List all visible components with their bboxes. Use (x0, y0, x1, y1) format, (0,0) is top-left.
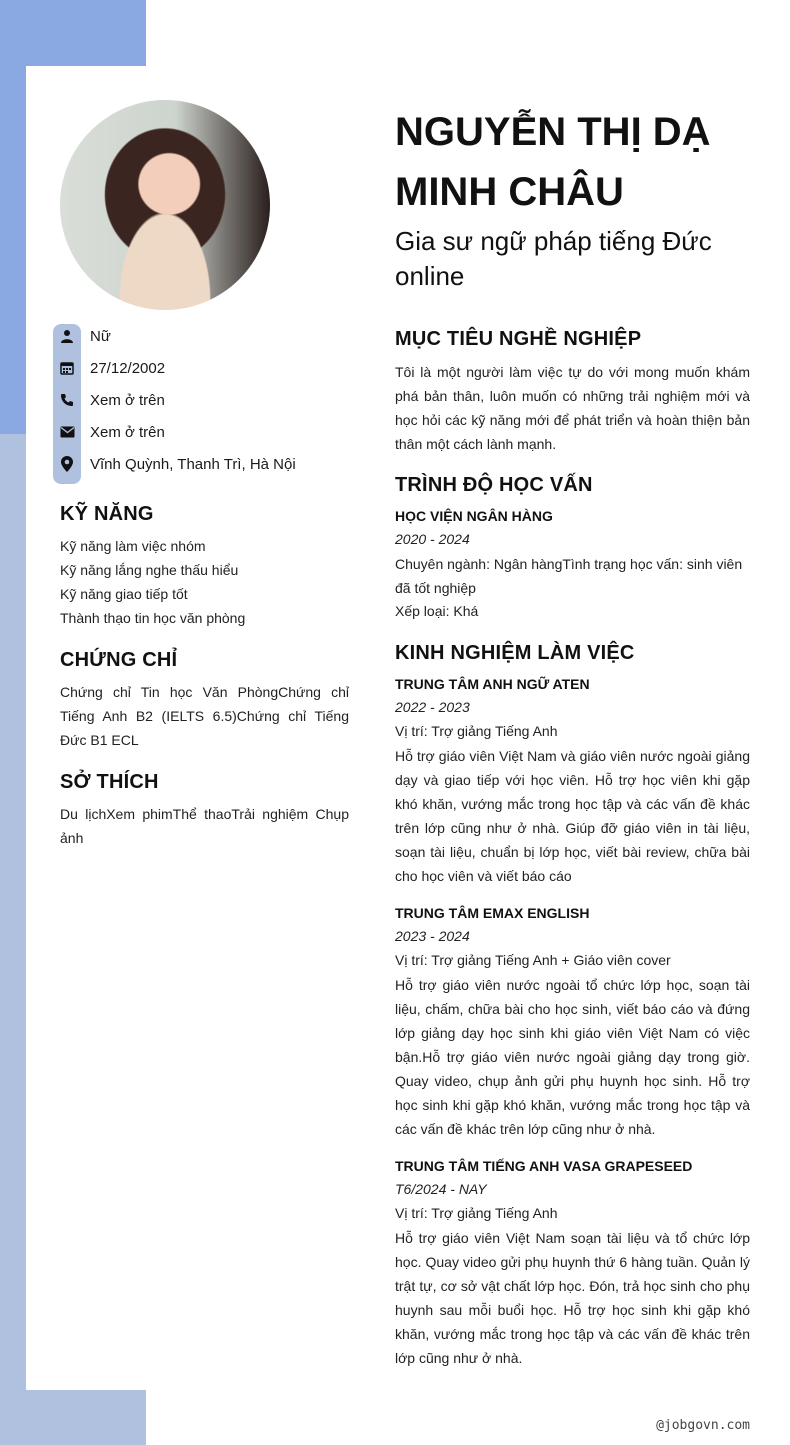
job-description: Hỗ trợ giáo viên Việt Nam soạn tài liệu và tổ chức lớp học. Quay video gửi phụ huynh thứ 6 hàng tuần. Quản lý trật tự, cơ sở vật chất lớp học. Đón, trả học sinh cho phụ huynh sau mỗi buổi học. Hỗ trợ học sinh khi gặp khó khăn, vướng mắc trong học tập và các vấn đề khác trên lớp cũng như ở nhà. (395, 1230, 750, 1366)
phone-icon (53, 386, 81, 414)
education-title: TRÌNH ĐỘ HỌC VẤN (395, 474, 593, 496)
skill-item: Thành thạo tin học văn phòng (60, 610, 246, 626)
job-description: Hỗ trợ giáo viên nước ngoài tổ chức lớp học, soạn tài liệu, chấm, chữa bài cho học sinh, viết báo cáo và đứng lớp giảng dạy học sinh khi giáo viên Việt Nam có việc bận.Hỗ trợ giáo viên nước ngoài giảng dạy trong giờ. Quay video, chụp ảnh gửi phụ huynh học sinh. Hỗ trợ học sinh khi gặp khó khăn, vướng mắc trong học tập và các vấn đề khác trên lớp cũng như ở nhà. (395, 977, 750, 1137)
dob-text: 27/12/2002 (90, 359, 166, 377)
objective-text: Tôi là một người làm việc tự do với mong muốn khám phá bản thân, luôn muốn có những trải nghiệm mới và học hỏi các kỹ năng mới để phát triển và hoàn thiện bản thân một cách lành mạnh. (395, 364, 750, 452)
objective-title: MỤC TIÊU NGHỀ NGHIỆP (395, 328, 642, 350)
contact-address (53, 450, 353, 478)
phone-text: Xem ở trên (90, 391, 165, 409)
contact-phone (53, 386, 353, 414)
contact-gender (53, 322, 353, 350)
candidate-name: NGUYỄN THỊ DẠ MINH CHÂU (395, 110, 711, 214)
person-icon (53, 322, 81, 350)
hobbies-title: SỞ THÍCH (60, 771, 159, 793)
job-position: Vị trí: Trợ giảng Tiếng Anh (395, 1205, 558, 1221)
skill-item: Kỹ năng làm việc nhóm (60, 538, 206, 554)
hobbies-text: Du lịchXem phimThể thaoTrải nghiệm Chụp ảnh (60, 806, 349, 846)
profile-photo (60, 100, 270, 310)
job-period: 2022 - 2023 (395, 699, 470, 715)
job-description: Hỗ trợ giáo viên Việt Nam và giáo viên nước ngoài giảng dạy và giao tiếp với học viên. Hỗ trợ học viên khi gặp khó khăn, vướng mắc trong học tập và các vấn đề khác trên lớp cũng như ở nhà. Giúp đỡ giáo viên in tài liệu, soạn tài liệu, chuẩn bị lớp học, viết bài review, chữa bài cho học viên và viết báo cáo (395, 748, 750, 884)
job-org: TRUNG TÂM EMAX ENGLISH (395, 905, 590, 921)
skills-title: KỸ NĂNG (60, 503, 154, 525)
certificates-title: CHỨNG CHỈ (60, 649, 178, 671)
email-icon (53, 418, 81, 446)
skill-item: Kỹ năng lắng nghe thấu hiểu (60, 562, 239, 578)
education-detail: Chuyên ngành: Ngân hàngTình trạng học vấn: sinh viên đã tốt nghiệp (395, 556, 743, 596)
contact-email (53, 418, 353, 446)
experience-title: KINH NGHIỆM LÀM VIỆC (395, 642, 635, 664)
education-school: HỌC VIỆN NGÂN HÀNG (395, 508, 553, 524)
job-period: T6/2024 - NAY (395, 1181, 487, 1197)
job-position: Vị trí: Trợ giảng Tiếng Anh (395, 723, 558, 739)
contact-dob (53, 354, 353, 382)
candidate-role: Gia sư ngữ pháp tiếng Đức online (395, 226, 712, 291)
watermark: @jobgovn.com (656, 1418, 750, 1433)
address-text: Vĩnh Quỳnh, Thanh Trì, Hà Nội (90, 455, 296, 473)
job-org: TRUNG TÂM ANH NGỮ ATEN (395, 676, 590, 692)
certificates-text: Chứng chỉ Tin học Văn PhòngChứng chỉ Tiếng Anh B2 (IELTS 6.5)Chứng chỉ Tiếng Đức B1 ECL (60, 684, 349, 748)
education-rank: Xếp loại: Khá (395, 603, 479, 619)
location-pin-icon (53, 450, 81, 478)
calendar-icon (53, 354, 81, 382)
gender-text: Nữ (90, 327, 111, 345)
job-period: 2023 - 2024 (395, 928, 470, 944)
education-period: 2020 - 2024 (395, 531, 470, 547)
email-text: Xem ở trên (90, 423, 165, 441)
job-position: Vị trí: Trợ giảng Tiếng Anh + Giáo viên cover (395, 952, 671, 968)
skill-item: Kỹ năng giao tiếp tốt (60, 586, 188, 602)
job-org: TRUNG TÂM TIẾNG ANH VASA GRAPESEED (395, 1158, 693, 1174)
